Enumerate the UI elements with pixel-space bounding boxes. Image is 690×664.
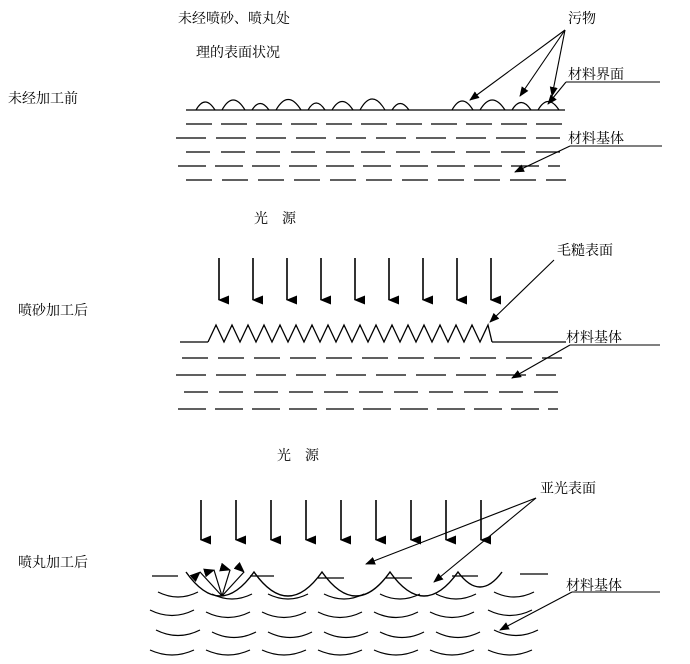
row-label-sandblasted: 喷砂加工后 [18,302,88,318]
callout-material-interface: 材料界面 [568,66,624,82]
light-source-label-shotpeen: 光 源 [277,447,319,463]
row-label-before: 未经加工前 [8,90,78,106]
callout-substrate-1: 材料基体 [568,130,624,146]
callout-substrate-3: 材料基体 [566,577,622,593]
title-line-2: 理的表面状况 [196,44,280,60]
row-label-shotpeened: 喷丸加工后 [18,554,88,570]
callout-contaminant: 污物 [568,10,596,26]
callout-matte-surface: 亚光表面 [540,480,596,496]
light-source-label-sandblast: 光 源 [254,210,296,226]
callout-rough-surface: 毛糙表面 [557,242,613,258]
callout-substrate-2: 材料基体 [566,329,622,345]
title-line-1: 未经喷砂、喷丸处 [178,10,290,26]
